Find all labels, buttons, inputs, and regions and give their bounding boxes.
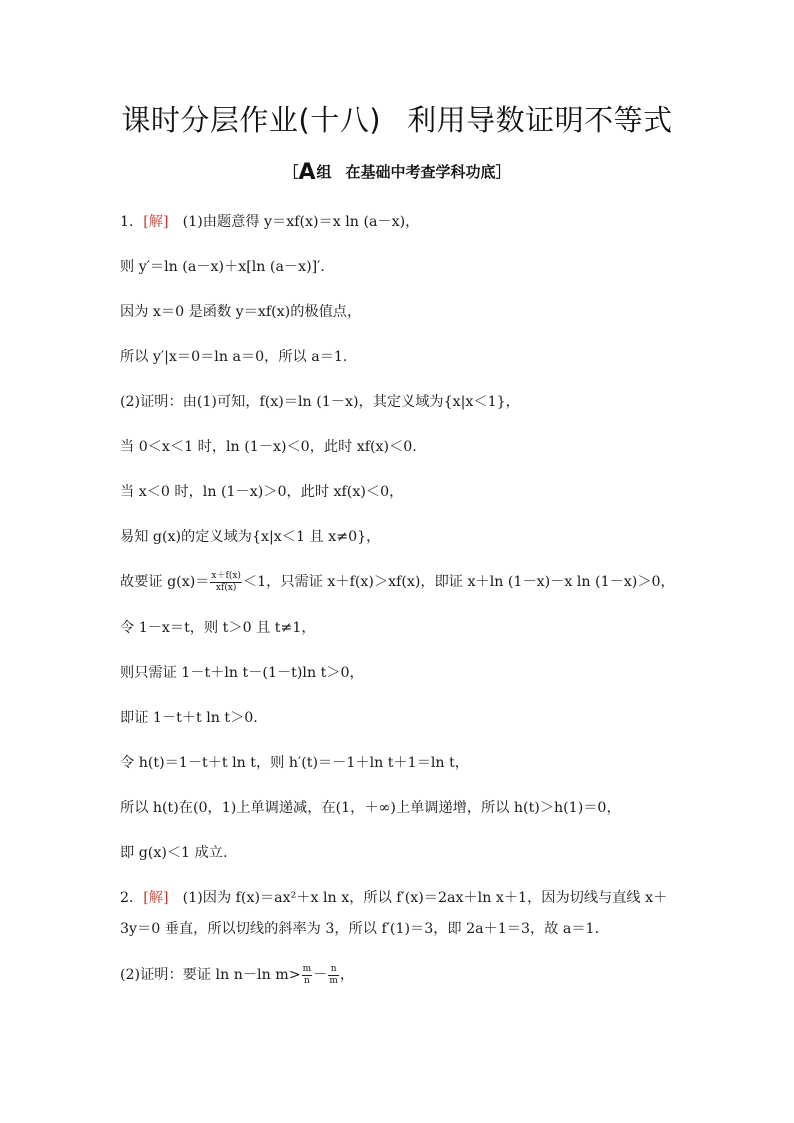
- line-17-end: ，: [339, 967, 355, 983]
- title-topic: 利用导数证明不等式: [407, 103, 673, 137]
- section-subtitle: [0, 160, 794, 185]
- line-8: 易知 g(x)的定义域为{x|x＜1 且 x≠0}，: [120, 529, 381, 545]
- solution-tag: [解]: [143, 890, 169, 906]
- subtitle-text: 在基础中考查学科功底: [345, 163, 496, 181]
- fraction-denominator: n: [303, 975, 310, 986]
- line-17-start: (2)证明：要证 ln n－ln m>: [120, 967, 301, 983]
- line-5: (2)证明：由(1)可知，f(x)＝ln (1－x)，其定义域为{x|x＜1}，: [120, 394, 520, 410]
- page-title: [0, 98, 794, 139]
- line-9-start: 故要证 g(x)＝: [120, 574, 210, 590]
- fraction: [210, 571, 242, 594]
- subtitle-open-bracket: ［: [283, 163, 299, 181]
- group-badge: A: [298, 160, 316, 185]
- fraction-numerator: m: [302, 963, 312, 974]
- line-1-text: (1)由题意得 y＝xf(x)＝x ln (a－x)，: [168, 214, 420, 230]
- fraction-numerator: n: [328, 964, 339, 976]
- problem-number: 1．: [120, 214, 144, 230]
- line-6: 当 0＜x＜1 时，ln (1－x)＜0，此时 xf(x)＜0.: [120, 439, 417, 455]
- line-7: 当 x＜0 时，ln (1－x)＞0，此时 xf(x)＜0，: [120, 484, 404, 500]
- line-9-end: ＜1，只需证 x＋f(x)＞xf(x)，即证 x＋ln (1－x)－x ln (1－x)＞0，: [242, 574, 675, 590]
- line-1: [120, 207, 676, 237]
- line-11: 则只需证 1－t＋ln t－(1－t)ln t＞0，: [120, 665, 364, 681]
- fraction-numerator: x＋f(x): [211, 570, 241, 581]
- group-label: 组: [316, 163, 332, 181]
- line-14: 所以 h(t)在(0，1)上单调递减，在(1，＋∞)上单调递增，所以 h(t)＞h(1)＝0，: [120, 800, 621, 816]
- line-17: [120, 960, 676, 990]
- line-15: 即 g(x)＜1 成立.: [120, 845, 228, 861]
- line-9: [120, 567, 676, 598]
- line-4: 所以 y′|x＝0＝ln a＝0，所以 a＝1.: [120, 349, 348, 365]
- solution-body: [120, 207, 676, 1005]
- title-main: 课时分层作业(十八): [121, 103, 382, 137]
- line-10: 令 1－x＝t，则 t＞0 且 t≠1，: [120, 620, 316, 636]
- line-13: 令 h(t)＝1－t＋t ln t，则 h′(t)＝－1＋ln t＋1＝ln t，: [120, 755, 469, 771]
- subtitle-close-bracket: ］: [495, 163, 511, 181]
- problem-number: 2．: [120, 890, 144, 906]
- fraction-denominator: xf(x): [215, 582, 237, 593]
- line-12: 即证 1－t＋t ln t＞0.: [120, 710, 258, 726]
- minus-sign: －: [313, 967, 328, 983]
- line-2: 则 y′＝ln (a－x)＋x[ln (a－x)]′.: [120, 259, 325, 275]
- line-16: [120, 883, 676, 945]
- fraction-denominator: m: [329, 975, 338, 986]
- solution-tag: [解]: [143, 214, 169, 230]
- line-3: 因为 x＝0 是函数 y＝xf(x)的极值点，: [120, 304, 362, 320]
- fraction: [328, 964, 339, 987]
- fraction: [302, 964, 313, 987]
- line-16-text: (1)因为 f(x)＝ax²＋x ln x，所以 f′(x)＝2ax＋ln x＋1，因为切线与直线 x＋3y＝0 垂直，所以切线的斜率为 3，所以 f′(1)＝3，即 2a＋1＝3，故 a＝1.: [120, 890, 668, 937]
